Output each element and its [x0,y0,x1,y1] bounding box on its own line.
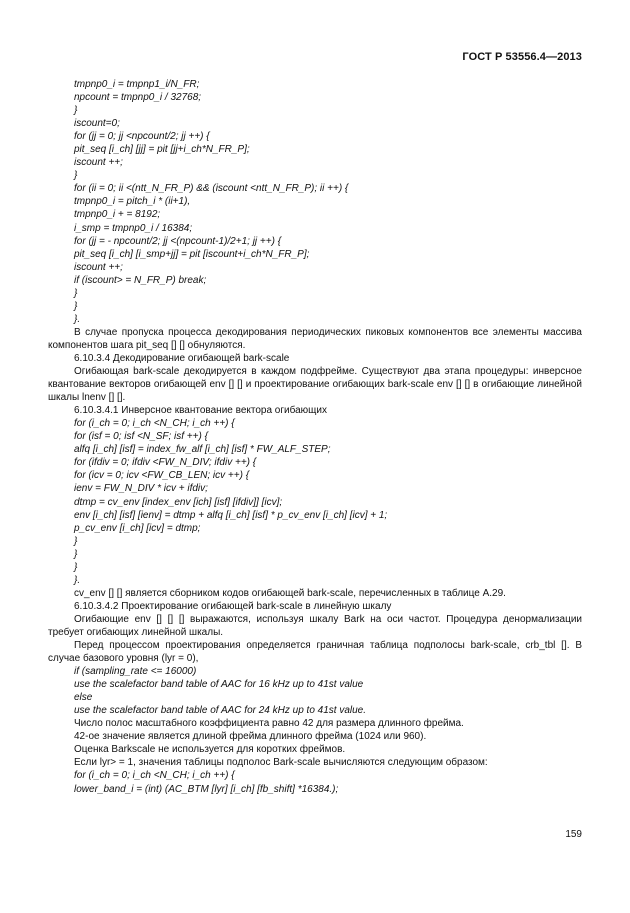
page-number: 159 [565,829,582,840]
code-line: } [74,170,78,182]
code-line: }. [74,313,81,325]
standard-header: ГОСТ Р 53556.4—2013 [462,51,582,63]
code-line: ienv = FW_N_DIV * icv + ifdiv; [74,483,208,495]
code-line: iscount ++; [74,261,123,273]
text-paragraph: 6.10.3.4.2 Проектирование огибающей bark-scale в линейную шкалу [74,600,392,612]
code-line: } [74,105,78,117]
code-line: alfq [i_ch] [isf] = index_fw_alf [i_ch] [isf] * FW_ALF_STEP; [74,444,331,456]
code-line: use the scalefactor band table of AAC for 24 kHz up to 41st value. [74,705,367,717]
text-paragraph: 6.10.3.4.1 Инверсное квантование вектора огибающих [74,405,327,417]
code-line: for (icv = 0; icv <FW_CB_LEN; icv ++) { [74,470,250,482]
code-line: if (iscount> = N_FR_P) break; [74,274,207,286]
text-paragraph: Огибающая bark-scale декодируется в каждом подфрейме. Существуют два этапа процедуры: инверсное квантование векторов огибающей env [] [] и проектирование огибающих bark-scale env [] [] в огибающие линейной шкалы lnenv [] []. [48,366,582,404]
text-paragraph: Оценка Barkscale не используется для коротких фреймов. [74,744,346,756]
code-line: tmpnp0_i = pitch_i * (ii+1), [74,196,191,208]
code-line: for (jj = - npcount/2; jj <(npcount-1)/2+1; jj ++) { [74,235,282,247]
code-line: iscount=0; [74,118,120,130]
code-line: npcount = tmpnp0_i / 32768; [74,92,202,104]
code-line: use the scalefactor band table of AAC for 16 kHz up to 41st value [74,679,364,691]
code-line: for (ii = 0; ii <(ntt_N_FR_P) && (iscount <ntt_N_FR_P); ii ++) { [74,183,349,195]
code-line: pit_seq [i_ch] [jj] = pit [jj+i_ch*N_FR_P]; [74,144,250,156]
code-line: pit_seq [i_ch] [i_smp+jj] = pit [iscount+i_ch*N_FR_P]; [74,248,310,260]
code-line: } [74,548,78,560]
code-line: tmpnp0_i + = 8192; [74,209,161,221]
text-paragraph: В случае пропуска процесса декодирования периодических пиковых компонентов все элементы массива компонентов шага pit_seq [] [] обнуляются. [48,326,582,351]
text-paragraph: Если lyr> = 1, значения таблицы подполос Bark-scale вычисляются следующим образом: [74,757,488,769]
code-line: for (i_ch = 0; i_ch <N_CH; i_ch ++) { [74,418,235,430]
code-line: for (ifdiv = 0; ifdiv <FW_N_DIV; ifdiv ++) { [74,457,257,469]
code-line: p_cv_env [i_ch] [icv] = dtmp; [74,522,201,534]
code-line: } [74,287,78,299]
code-line: i_smp = tmpnp0_i / 16384; [74,222,193,234]
code-line: for (i_ch = 0; i_ch <N_CH; i_ch ++) { [74,770,235,782]
code-line: } [74,535,78,547]
text-paragraph: Огибающие env [] [] [] выражаются, используя шкалу Bark на оси частот. Процедура денормализации требует огибающих линейной шкалы. [48,613,582,638]
text-paragraph: Число полос масштабного коэффициента равно 42 для размера длинного фрейма. [74,718,464,730]
text-paragraph: Перед процессом проектирования определяется граничная таблица подполосы bark-scale, crb_tbl []. В случае базового уровня (lyr = 0), [48,640,582,665]
code-line: dtmp = cv_env [index_env [ich] [isf] [ifdiv]] [icv]; [74,496,283,508]
code-line: }. [74,574,81,586]
code-line: env [i_ch] [isf] [ienv] = dtmp + alfq [i_ch] [isf] * p_cv_env [i_ch] [icv] + 1; [74,509,388,521]
code-line: else [74,692,93,704]
text-paragraph: 6.10.3.4 Декодирование огибающей bark-scale [74,352,290,364]
text-paragraph: 42-ое значение является длиной фрейма длинного фрейма (1024 или 960). [74,731,427,743]
code-line: } [74,300,78,312]
text-paragraph: cv_env [] [] является сборником кодов огибающей bark-scale, перечисленных в таблице А.29. [74,587,506,599]
code-line: lower_band_i = (int) (AC_BTM [lyr] [i_ch] [fb_shift] *16384.); [74,783,339,795]
code-line: } [74,561,78,573]
code-line: if (sampling_rate <= 16000) [74,666,197,678]
code-line: iscount ++; [74,157,123,169]
code-line: for (isf = 0; isf <N_SF; isf ++) { [74,431,208,443]
code-line: tmpnp0_i = tmpnp1_i/N_FR; [74,79,200,90]
code-line: for (jj = 0; jj <npcount/2; jj ++) { [74,131,210,143]
document-body [48,78,582,796]
